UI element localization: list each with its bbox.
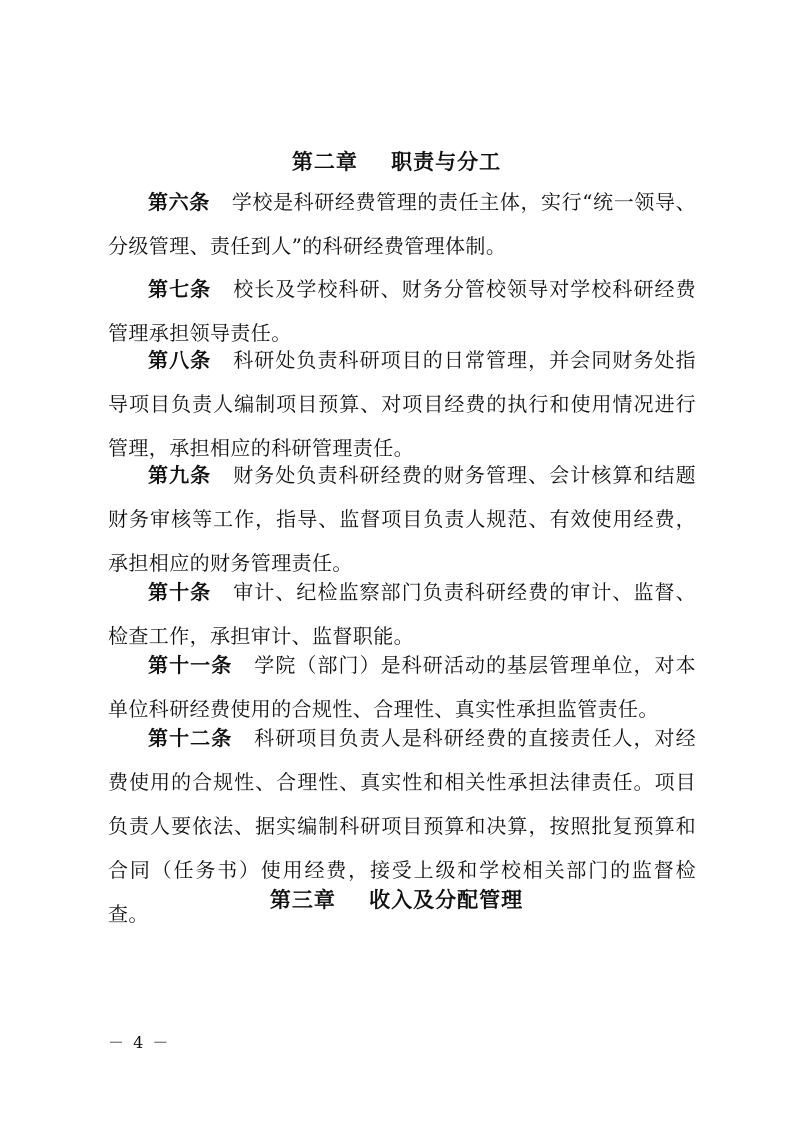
article-label: 第十二条 — [148, 726, 233, 750]
article-text: 财务处负责科研经费的财务管理、会计核算和结题财务审核等工作，指导、监督项目负责人规范、有效使用经费，承担相应的财务管理责任。 — [108, 463, 696, 575]
article-label: 第七条 — [148, 277, 212, 301]
article-8 — [108, 338, 696, 470]
page-number: － 4 － — [108, 1033, 171, 1052]
chapter-heading: 第三章 收入及分配管理 — [269, 888, 524, 912]
article-text: 科研处负责科研项目的日常管理，并会同财务处指导项目负责人编制项目预算、对项目经费的执行和使用情况进行管理，承担相应的科研管理责任。 — [108, 348, 696, 460]
article-text: 校长及学校科研、财务分管校领导对学校科研经费管理承担领导责任。 — [108, 277, 696, 345]
article-label: 第十条 — [148, 580, 212, 604]
article-label: 第十一条 — [148, 653, 233, 677]
article-text: 学院（部门）是科研活动的基层管理单位，对本单位科研经费使用的合规性、合理性、真实性承担监管责任。 — [108, 653, 696, 721]
article-label: 第八条 — [148, 348, 212, 372]
article-text: 审计、纪检监察部门负责科研经费的审计、监督、检查工作，承担审计、监督职能。 — [108, 580, 696, 648]
article-label: 第六条 — [148, 190, 210, 214]
chapter-heading: 第二章 职责与分工 — [291, 150, 502, 174]
article-9 — [108, 453, 696, 585]
article-label: 第九条 — [148, 463, 212, 487]
article-6 — [108, 180, 696, 268]
article-text: 学校是科研经费管理的责任主体，实行“统一领导、分级管理、责任到人”的科研经费管理体制。 — [108, 190, 696, 258]
article-text: 科研项目负责人是科研经费的直接责任人，对经费使用的合规性、合理性、真实性和相关性承担法律责任。项目负责人要依法、据实编制科研项目预算和决算，按照批复预算和合同（任务书）使用经费，接受上级和学校相关部门的监督检查。 — [108, 726, 696, 926]
